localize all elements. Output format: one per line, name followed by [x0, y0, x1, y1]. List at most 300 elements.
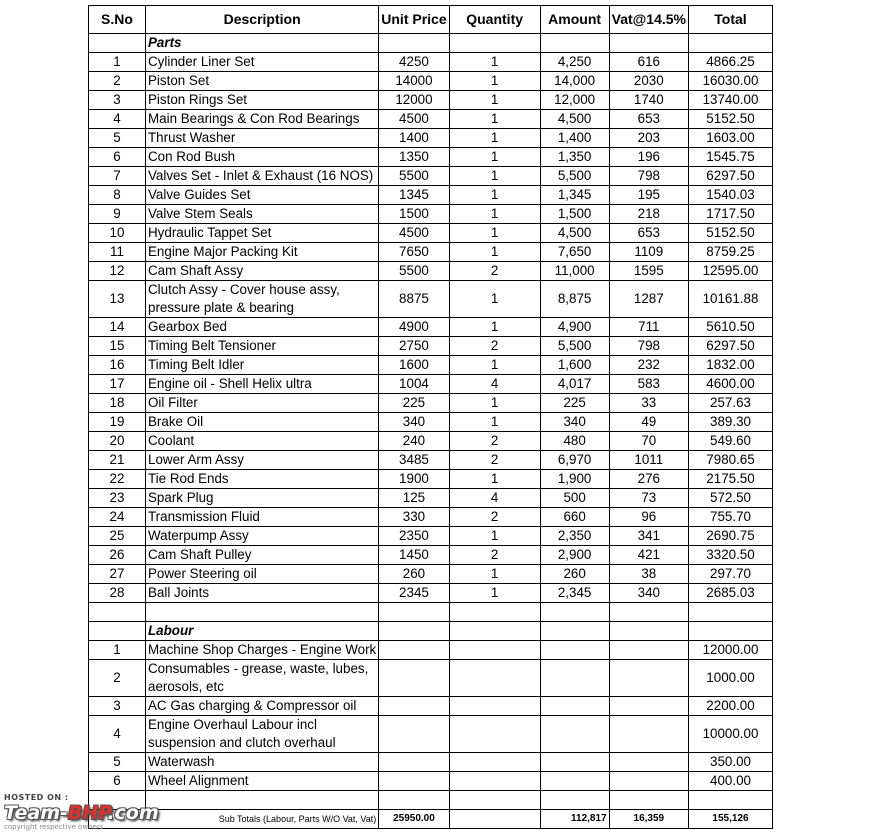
total-cell: 400.00 — [689, 772, 773, 791]
amount-cell: 14,000 — [540, 72, 609, 91]
unit-price-cell: 260 — [379, 565, 449, 584]
description-cell: Clutch Assy - Cover house assy, pressure plate & bearing — [146, 281, 379, 318]
sno-cell: 28 — [89, 584, 146, 603]
sno-cell: 2 — [89, 660, 146, 697]
section-label-labour: Labour — [146, 622, 379, 641]
total-cell: 297.70 — [689, 565, 773, 584]
sno-cell: 14 — [89, 318, 146, 337]
total-cell: 6297.50 — [689, 337, 773, 356]
unit-price-cell: 5500 — [379, 167, 449, 186]
total-cell: 4600.00 — [689, 375, 773, 394]
amount-cell: 660 — [540, 508, 609, 527]
quantity-cell: 1 — [449, 224, 540, 243]
amount-cell: 12,000 — [540, 91, 609, 110]
table-row — [89, 281, 773, 318]
description-cell: Engine Overhaul Labour incl suspension and clutch overhaul — [146, 716, 379, 753]
amount-cell: 480 — [540, 432, 609, 451]
amount-cell — [540, 716, 609, 753]
total-cell: 257.63 — [689, 394, 773, 413]
table-row — [89, 753, 773, 772]
watermark-hosted-text: HOSTED ON : — [4, 793, 69, 802]
sno-cell: 24 — [89, 508, 146, 527]
total-cell: 549.60 — [689, 432, 773, 451]
unit-price-cell: 14000 — [379, 72, 449, 91]
amount-cell: 6,970 — [540, 451, 609, 470]
header-total: Total — [689, 6, 773, 34]
sno-cell: 25 — [89, 527, 146, 546]
vat-cell: 1740 — [609, 91, 688, 110]
empty-cell — [379, 791, 449, 810]
sno-cell: 10 — [89, 224, 146, 243]
invoice-table — [88, 5, 773, 829]
table-row — [89, 205, 773, 224]
description-cell: Power Steering oil — [146, 565, 379, 584]
unit-price-cell: 12000 — [379, 91, 449, 110]
empty-cell — [89, 622, 146, 641]
vat-cell: 196 — [609, 148, 688, 167]
quantity-cell: 1 — [449, 129, 540, 148]
amount-cell: 4,017 — [540, 375, 609, 394]
unit-price-cell: 4500 — [379, 110, 449, 129]
unit-price-cell: 4900 — [379, 318, 449, 337]
quantity-cell: 4 — [449, 489, 540, 508]
table-row — [89, 489, 773, 508]
quantity-cell: 2 — [449, 546, 540, 565]
quantity-cell: 1 — [449, 394, 540, 413]
table-row — [89, 432, 773, 451]
quantity-cell: 1 — [449, 205, 540, 224]
unit-price-cell: 4500 — [379, 224, 449, 243]
amount-cell: 500 — [540, 489, 609, 508]
header-sno: S.No — [89, 6, 146, 34]
description-cell: Waterwash — [146, 753, 379, 772]
description-cell: Engine oil - Shell Helix ultra — [146, 375, 379, 394]
quantity-cell: 1 — [449, 413, 540, 432]
quantity-cell: 1 — [449, 72, 540, 91]
unit-price-cell — [379, 697, 449, 716]
quantity-cell: 1 — [449, 356, 540, 375]
subtotal-total: 155,126 — [689, 810, 773, 829]
description-cell: Lower Arm Assy — [146, 451, 379, 470]
header-row — [89, 6, 773, 34]
amount-cell: 1,500 — [540, 205, 609, 224]
vat-cell: 653 — [609, 110, 688, 129]
total-cell: 1000.00 — [689, 660, 773, 697]
quantity-cell: 1 — [449, 527, 540, 546]
unit-price-cell: 3485 — [379, 451, 449, 470]
empty-cell — [609, 603, 688, 622]
section-row-parts — [89, 34, 773, 53]
description-cell: Consumables - grease, waste, lubes, aerosols, etc — [146, 660, 379, 697]
description-cell: AC Gas charging & Compressor oil — [146, 697, 379, 716]
total-cell: 5152.50 — [689, 110, 773, 129]
amount-cell: 4,900 — [540, 318, 609, 337]
vat-cell: 96 — [609, 508, 688, 527]
total-cell: 2200.00 — [689, 697, 773, 716]
description-cell: Con Rod Bush — [146, 148, 379, 167]
table-row — [89, 243, 773, 262]
sno-cell: 8 — [89, 186, 146, 205]
vat-cell: 33 — [609, 394, 688, 413]
header-quantity: Quantity — [449, 6, 540, 34]
vat-cell: 2030 — [609, 72, 688, 91]
unit-price-cell: 5500 — [379, 262, 449, 281]
description-cell: Timing Belt Tensioner — [146, 337, 379, 356]
sno-cell: 4 — [89, 716, 146, 753]
subtotal-unit-price: 25950.00 — [379, 810, 449, 829]
table-row — [89, 72, 773, 91]
header-unit-price: Unit Price — [379, 6, 449, 34]
sno-cell: 2 — [89, 72, 146, 91]
table-row — [89, 224, 773, 243]
quantity-cell: 1 — [449, 565, 540, 584]
quantity-cell — [449, 772, 540, 791]
amount-cell: 340 — [540, 413, 609, 432]
description-cell: Gearbox Bed — [146, 318, 379, 337]
unit-price-cell — [379, 641, 449, 660]
sno-cell: 23 — [89, 489, 146, 508]
total-cell: 12595.00 — [689, 262, 773, 281]
vat-cell: 421 — [609, 546, 688, 565]
total-cell: 5152.50 — [689, 224, 773, 243]
description-cell: Brake Oil — [146, 413, 379, 432]
empty-cell — [540, 622, 609, 641]
vat-cell: 70 — [609, 432, 688, 451]
quantity-cell: 2 — [449, 432, 540, 451]
quantity-cell — [449, 697, 540, 716]
description-cell: Cylinder Liner Set — [146, 53, 379, 72]
description-cell: Valves Set - Inlet & Exhaust (16 NOS) — [146, 167, 379, 186]
quantity-cell — [449, 660, 540, 697]
amount-cell: 1,350 — [540, 148, 609, 167]
table-row — [89, 91, 773, 110]
vat-cell: 798 — [609, 337, 688, 356]
quantity-cell: 1 — [449, 470, 540, 489]
amount-cell — [540, 772, 609, 791]
amount-cell: 5,500 — [540, 337, 609, 356]
quantity-cell: 1 — [449, 186, 540, 205]
total-cell: 1717.50 — [689, 205, 773, 224]
table-row — [89, 110, 773, 129]
amount-cell — [540, 660, 609, 697]
unit-price-cell — [379, 716, 449, 753]
table-row — [89, 641, 773, 660]
unit-price-cell: 7650 — [379, 243, 449, 262]
sno-cell: 1 — [89, 641, 146, 660]
table-row — [89, 356, 773, 375]
total-cell: 389.30 — [689, 413, 773, 432]
total-cell: 2690.75 — [689, 527, 773, 546]
subtotal-vat: 16,359 — [609, 810, 688, 829]
total-cell: 12000.00 — [689, 641, 773, 660]
quantity-cell — [449, 641, 540, 660]
unit-price-cell — [379, 772, 449, 791]
quantity-cell: 2 — [449, 262, 540, 281]
total-cell: 1540.03 — [689, 186, 773, 205]
description-cell: Wheel Alignment — [146, 772, 379, 791]
total-cell: 2685.03 — [689, 584, 773, 603]
quantity-cell: 1 — [449, 281, 540, 318]
quantity-cell: 1 — [449, 148, 540, 167]
total-cell: 10000.00 — [689, 716, 773, 753]
description-cell: Oil Filter — [146, 394, 379, 413]
description-cell: Spark Plug — [146, 489, 379, 508]
table-row — [89, 129, 773, 148]
table-row — [89, 375, 773, 394]
description-cell: Valve Guides Set — [146, 186, 379, 205]
amount-cell: 1,345 — [540, 186, 609, 205]
sno-cell: 5 — [89, 753, 146, 772]
quantity-cell: 1 — [449, 243, 540, 262]
sno-cell: 13 — [89, 281, 146, 318]
description-cell: Ball Joints — [146, 584, 379, 603]
description-cell: Piston Rings Set — [146, 91, 379, 110]
sno-cell: 7 — [89, 167, 146, 186]
sno-cell: 6 — [89, 148, 146, 167]
amount-cell — [540, 697, 609, 716]
unit-price-cell: 225 — [379, 394, 449, 413]
table-row — [89, 508, 773, 527]
empty-cell — [449, 603, 540, 622]
amount-cell — [540, 753, 609, 772]
vat-cell — [609, 753, 688, 772]
quantity-cell — [449, 716, 540, 753]
vat-cell: 616 — [609, 53, 688, 72]
empty-cell — [540, 791, 609, 810]
quantity-cell: 2 — [449, 451, 540, 470]
quantity-cell: 1 — [449, 91, 540, 110]
amount-cell: 260 — [540, 565, 609, 584]
amount-cell: 8,875 — [540, 281, 609, 318]
vat-cell: 276 — [609, 470, 688, 489]
total-cell: 350.00 — [689, 753, 773, 772]
sno-cell: 3 — [89, 91, 146, 110]
unit-price-cell: 2350 — [379, 527, 449, 546]
empty-cell — [540, 603, 609, 622]
team-bhp-watermark — [4, 793, 194, 831]
unit-price-cell: 1900 — [379, 470, 449, 489]
table-row — [89, 660, 773, 697]
sno-cell: 4 — [89, 110, 146, 129]
vat-cell: 583 — [609, 375, 688, 394]
amount-cell — [540, 641, 609, 660]
empty-cell — [609, 791, 688, 810]
total-cell: 7980.65 — [689, 451, 773, 470]
unit-price-cell — [379, 660, 449, 697]
subtotal-quantity — [449, 810, 540, 829]
amount-cell: 4,500 — [540, 224, 609, 243]
amount-cell: 1,600 — [540, 356, 609, 375]
table-row — [89, 584, 773, 603]
empty-cell — [609, 622, 688, 641]
sno-cell: 21 — [89, 451, 146, 470]
total-cell: 1832.00 — [689, 356, 773, 375]
quantity-cell: 4 — [449, 375, 540, 394]
vat-cell: 38 — [609, 565, 688, 584]
quantity-cell: 1 — [449, 53, 540, 72]
vat-cell: 1011 — [609, 451, 688, 470]
quantity-cell: 2 — [449, 508, 540, 527]
empty-cell — [449, 622, 540, 641]
vat-cell: 653 — [609, 224, 688, 243]
sno-cell: 12 — [89, 262, 146, 281]
sno-cell: 16 — [89, 356, 146, 375]
empty-cell — [689, 603, 773, 622]
vat-cell: 1595 — [609, 262, 688, 281]
amount-cell: 1,400 — [540, 129, 609, 148]
sno-cell: 19 — [89, 413, 146, 432]
description-cell: Machine Shop Charges - Engine Work — [146, 641, 379, 660]
vat-cell: 203 — [609, 129, 688, 148]
team-bhp-logo: Team-BHP.com — [4, 802, 159, 824]
unit-price-cell: 2345 — [379, 584, 449, 603]
unit-price-cell: 1600 — [379, 356, 449, 375]
vat-cell: 798 — [609, 167, 688, 186]
description-cell: Valve Stem Seals — [146, 205, 379, 224]
table-row — [89, 262, 773, 281]
unit-price-cell: 8875 — [379, 281, 449, 318]
empty-cell — [449, 791, 540, 810]
spacer-row — [89, 603, 773, 622]
unit-price-cell: 340 — [379, 413, 449, 432]
section-label-parts: Parts — [146, 34, 379, 53]
quantity-cell: 1 — [449, 318, 540, 337]
total-cell: 1545.75 — [689, 148, 773, 167]
sno-cell: 9 — [89, 205, 146, 224]
unit-price-cell: 1500 — [379, 205, 449, 224]
quantity-cell: 1 — [449, 167, 540, 186]
vat-cell: 73 — [609, 489, 688, 508]
unit-price-cell — [379, 753, 449, 772]
empty-cell — [689, 622, 773, 641]
header-vat: Vat@14.5% — [609, 6, 688, 34]
table-row — [89, 470, 773, 489]
sno-cell: 3 — [89, 697, 146, 716]
table-row — [89, 148, 773, 167]
sno-cell: 1 — [89, 53, 146, 72]
unit-price-cell: 2750 — [379, 337, 449, 356]
sno-cell: 11 — [89, 243, 146, 262]
description-cell: Waterpump Assy — [146, 527, 379, 546]
description-cell: Coolant — [146, 432, 379, 451]
unit-price-cell: 4250 — [379, 53, 449, 72]
description-cell: Thrust Washer — [146, 129, 379, 148]
table-row — [89, 546, 773, 565]
table-row — [89, 413, 773, 432]
section-row-labour — [89, 622, 773, 641]
vat-cell — [609, 716, 688, 753]
table-row — [89, 772, 773, 791]
table-row — [89, 337, 773, 356]
sno-cell: 26 — [89, 546, 146, 565]
unit-price-cell: 240 — [379, 432, 449, 451]
empty-cell — [89, 603, 146, 622]
empty-cell — [146, 603, 379, 622]
amount-cell: 2,900 — [540, 546, 609, 565]
sno-cell: 20 — [89, 432, 146, 451]
description-cell: Tie Rod Ends — [146, 470, 379, 489]
total-cell: 4866.25 — [689, 53, 773, 72]
vat-cell: 232 — [609, 356, 688, 375]
empty-cell — [379, 622, 449, 641]
unit-price-cell: 330 — [379, 508, 449, 527]
sno-cell: 15 — [89, 337, 146, 356]
subtotal-label: Sub Totals (Labour, Parts W/O Vat, Vat) — [89, 810, 379, 829]
quantity-cell: 1 — [449, 584, 540, 603]
vat-cell: 711 — [609, 318, 688, 337]
subtotal-amount: 112,817 — [540, 810, 609, 829]
total-cell: 2175.50 — [689, 470, 773, 489]
amount-cell: 1,900 — [540, 470, 609, 489]
sno-cell: 6 — [89, 772, 146, 791]
amount-cell: 4,250 — [540, 53, 609, 72]
table-row — [89, 697, 773, 716]
quantity-cell: 1 — [449, 110, 540, 129]
sno-cell: 18 — [89, 394, 146, 413]
vat-cell: 1287 — [609, 281, 688, 318]
table-body — [89, 34, 773, 829]
total-cell: 6297.50 — [689, 167, 773, 186]
unit-price-cell: 1345 — [379, 186, 449, 205]
vat-cell: 49 — [609, 413, 688, 432]
unit-price-cell: 125 — [379, 489, 449, 508]
sno-cell: 17 — [89, 375, 146, 394]
watermark-copyright-text: copyright respective owners — [4, 823, 104, 831]
vat-cell: 1109 — [609, 243, 688, 262]
sno-cell: 5 — [89, 129, 146, 148]
description-cell: Hydraulic Tappet Set — [146, 224, 379, 243]
total-cell: 5610.50 — [689, 318, 773, 337]
vat-cell: 195 — [609, 186, 688, 205]
unit-price-cell: 1004 — [379, 375, 449, 394]
quantity-cell — [449, 753, 540, 772]
total-cell: 1603.00 — [689, 129, 773, 148]
sno-cell: 22 — [89, 470, 146, 489]
vat-cell: 341 — [609, 527, 688, 546]
sno-cell: 27 — [89, 565, 146, 584]
vat-cell — [609, 772, 688, 791]
description-cell: Main Bearings & Con Rod Bearings — [146, 110, 379, 129]
total-cell: 13740.00 — [689, 91, 773, 110]
amount-cell: 5,500 — [540, 167, 609, 186]
table-row — [89, 565, 773, 584]
vat-cell — [609, 641, 688, 660]
total-cell: 572.50 — [689, 489, 773, 508]
unit-price-cell: 1400 — [379, 129, 449, 148]
header-amount: Amount — [540, 6, 609, 34]
total-cell: 10161.88 — [689, 281, 773, 318]
table-row — [89, 451, 773, 470]
empty-cell — [689, 791, 773, 810]
amount-cell: 11,000 — [540, 262, 609, 281]
amount-cell: 4,500 — [540, 110, 609, 129]
total-cell: 16030.00 — [689, 72, 773, 91]
amount-cell: 2,350 — [540, 527, 609, 546]
table-row — [89, 167, 773, 186]
table-row — [89, 186, 773, 205]
total-cell: 8759.25 — [689, 243, 773, 262]
description-cell: Timing Belt Idler — [146, 356, 379, 375]
amount-cell: 7,650 — [540, 243, 609, 262]
description-cell: Cam Shaft Assy — [146, 262, 379, 281]
unit-price-cell: 1350 — [379, 148, 449, 167]
quantity-cell: 2 — [449, 337, 540, 356]
total-cell: 3320.50 — [689, 546, 773, 565]
amount-cell: 2,345 — [540, 584, 609, 603]
table-row — [89, 527, 773, 546]
total-cell: 755.70 — [689, 508, 773, 527]
table-row — [89, 53, 773, 72]
